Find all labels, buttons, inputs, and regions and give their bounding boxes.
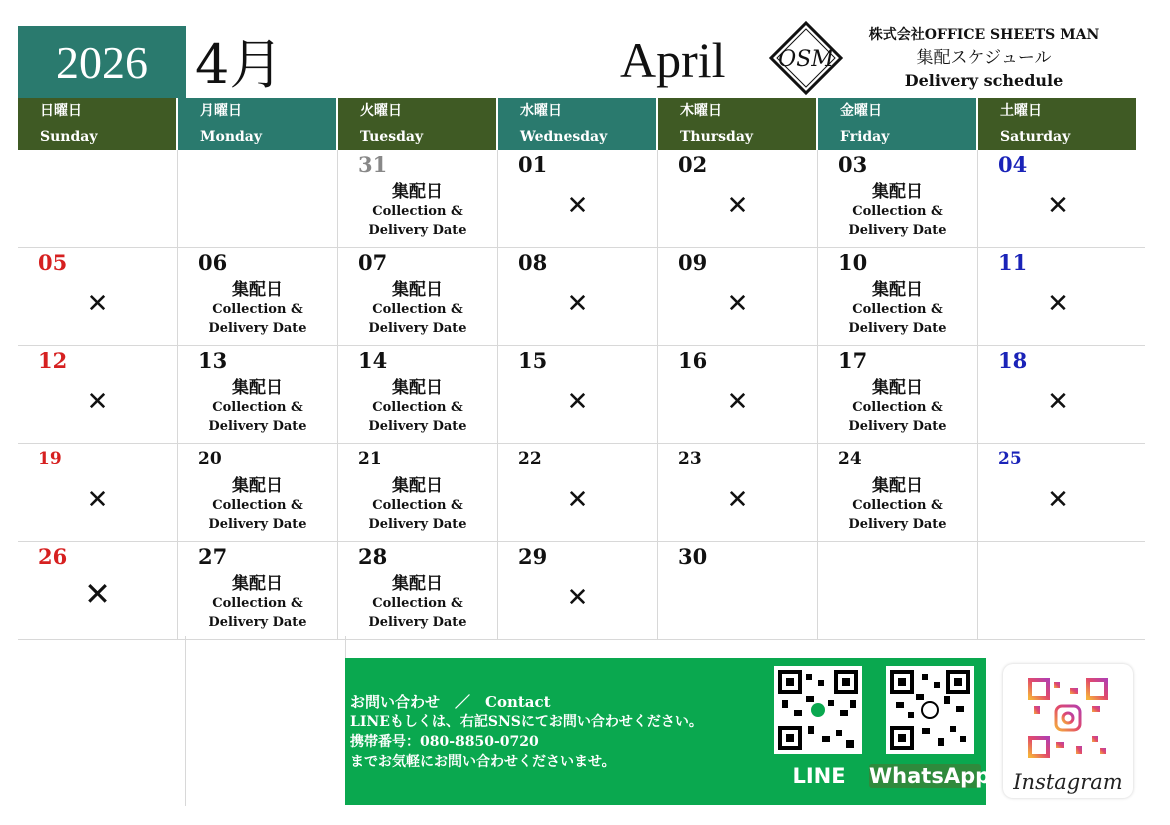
day-cell <box>498 346 658 443</box>
qr-icon <box>886 666 974 754</box>
whatsapp-label: WhatsApp <box>869 764 991 788</box>
delivery-text: Delivery Date <box>368 223 467 238</box>
day-number: 19 <box>38 449 62 469</box>
delivery-text: Delivery Date <box>368 321 467 336</box>
no-delivery-icon: ✕ <box>566 289 589 319</box>
delivery-text: 集配日 <box>392 182 443 202</box>
week-row <box>18 444 1145 542</box>
day-number: 08 <box>518 250 548 275</box>
day-cell <box>978 542 1138 639</box>
day-cell <box>818 150 978 247</box>
delivery-label <box>818 280 977 338</box>
delivery-text: 集配日 <box>872 378 923 398</box>
day-number: 18 <box>998 348 1028 373</box>
day-cell <box>178 150 338 247</box>
delivery-text: Collection & <box>212 400 303 415</box>
company-logo-icon <box>768 20 844 96</box>
day-number: 24 <box>838 449 862 469</box>
day-cell <box>818 542 978 639</box>
day-number: 07 <box>358 250 388 275</box>
day-cell <box>818 444 978 541</box>
day-number: 31 <box>358 152 388 177</box>
weekday-header <box>178 98 338 150</box>
delivery-text: Collection & <box>852 204 943 219</box>
delivery-text: Collection & <box>212 498 303 513</box>
day-cell <box>18 542 178 639</box>
delivery-text: Collection & <box>372 204 463 219</box>
day-cell <box>498 150 658 247</box>
day-cell <box>658 444 818 541</box>
day-cell <box>498 542 658 639</box>
no-delivery-icon: ✕ <box>1047 289 1069 319</box>
day-number: 04 <box>998 152 1028 177</box>
no-delivery-icon: ✕ <box>86 289 109 319</box>
contact-phone: 携帯番号：080-8850-0720 <box>350 734 539 750</box>
delivery-text: 集配日 <box>872 182 923 202</box>
delivery-label <box>818 182 977 240</box>
delivery-label <box>818 476 977 534</box>
contact-title: お問い合わせ ／ Contact <box>350 693 551 711</box>
delivery-text: Collection & <box>372 302 463 317</box>
day-cell <box>658 248 818 345</box>
line-label: LINE <box>792 764 846 788</box>
week-row <box>18 346 1145 444</box>
delivery-text: Delivery Date <box>208 419 307 434</box>
weekday-header <box>978 98 1138 150</box>
weekday-en: Thursday <box>680 129 754 145</box>
day-cell <box>978 150 1138 247</box>
grid-divider <box>185 636 186 806</box>
day-cell <box>658 346 818 443</box>
day-cell <box>818 346 978 443</box>
weekday-header <box>338 98 498 150</box>
week-row <box>18 542 1145 640</box>
delivery-label <box>338 280 497 338</box>
day-cell <box>658 542 818 639</box>
weekday-header <box>18 98 178 150</box>
no-delivery-icon: ✕ <box>86 485 109 515</box>
no-delivery-icon: ✕ <box>566 387 589 417</box>
contact-line: LINEもしくは、右記SNSにてお問い合わせください。 <box>350 714 703 730</box>
day-cell <box>18 444 178 541</box>
year-banner <box>18 26 186 98</box>
day-number: 09 <box>678 250 708 275</box>
delivery-text: Delivery Date <box>368 615 467 630</box>
delivery-text: 集配日 <box>232 574 283 594</box>
day-cell <box>498 248 658 345</box>
delivery-label <box>178 378 337 436</box>
day-number: 29 <box>518 544 548 569</box>
day-cell <box>178 346 338 443</box>
day-number: 17 <box>838 348 868 373</box>
whatsapp-qr-code[interactable] <box>886 666 974 754</box>
calendar-grid <box>18 150 1145 640</box>
schedule-title-jp: 集配スケジュール <box>916 48 1052 68</box>
instagram-qr-icon <box>1026 676 1110 760</box>
day-cell <box>338 444 498 541</box>
delivery-text: 集配日 <box>872 280 923 300</box>
weekday-jp: 月曜日 <box>200 103 242 119</box>
qr-icon <box>774 666 862 754</box>
weekday-jp: 土曜日 <box>1000 103 1042 119</box>
delivery-text: 集配日 <box>232 378 283 398</box>
day-cell <box>18 346 178 443</box>
no-delivery-icon: ✕ <box>84 575 111 613</box>
weekday-en: Tuesday <box>360 129 424 145</box>
weekday-header <box>498 98 658 150</box>
delivery-text: 集配日 <box>232 280 283 300</box>
delivery-label <box>338 182 497 240</box>
delivery-text: 集配日 <box>392 476 443 496</box>
delivery-text: Collection & <box>372 596 463 611</box>
svg-text:OSM: OSM <box>778 47 834 72</box>
delivery-text: Delivery Date <box>208 321 307 336</box>
day-cell <box>18 248 178 345</box>
day-number: 30 <box>678 544 708 569</box>
day-cell <box>978 346 1138 443</box>
year-text: 2026 <box>56 36 148 88</box>
day-cell <box>338 150 498 247</box>
week-row <box>18 248 1145 346</box>
no-delivery-icon: ✕ <box>726 485 749 515</box>
no-delivery-icon: ✕ <box>86 387 109 417</box>
day-number: 06 <box>198 250 228 275</box>
delivery-text: Delivery Date <box>848 419 947 434</box>
delivery-label <box>178 574 337 632</box>
weekday-jp: 金曜日 <box>840 103 882 119</box>
delivery-label <box>178 280 337 338</box>
weekday-jp: 水曜日 <box>520 103 562 119</box>
delivery-text: Collection & <box>852 498 943 513</box>
day-cell <box>338 248 498 345</box>
day-number: 20 <box>198 449 222 469</box>
delivery-text: Collection & <box>372 400 463 415</box>
day-cell <box>178 444 338 541</box>
weekday-header <box>818 98 978 150</box>
day-cell <box>178 542 338 639</box>
no-delivery-icon: ✕ <box>726 387 749 417</box>
weekday-jp: 日曜日 <box>40 103 82 119</box>
delivery-text: 集配日 <box>232 476 283 496</box>
day-cell <box>338 542 498 639</box>
day-number: 14 <box>358 348 388 373</box>
delivery-text: Delivery Date <box>848 321 947 336</box>
schedule-title-en: Delivery schedule <box>904 71 1064 90</box>
weekday-en: Sunday <box>40 129 98 145</box>
weekday-en: Monday <box>200 129 263 145</box>
delivery-label <box>338 476 497 534</box>
grid-divider <box>345 636 346 658</box>
weekday-en: Friday <box>840 129 890 145</box>
no-delivery-icon: ✕ <box>1047 387 1069 417</box>
company-block <box>848 24 1120 92</box>
day-number: 03 <box>838 152 868 177</box>
weekday-en: Saturday <box>1000 129 1071 145</box>
day-number: 10 <box>838 250 868 275</box>
day-cell <box>338 346 498 443</box>
delivery-label <box>338 574 497 632</box>
day-number: 22 <box>518 449 542 469</box>
delivery-label <box>818 378 977 436</box>
instagram-qr-card[interactable] <box>1003 664 1133 798</box>
delivery-text: Delivery Date <box>208 517 307 532</box>
contact-panel <box>345 658 991 805</box>
line-qr-code[interactable] <box>774 666 862 754</box>
delivery-text: Collection & <box>212 302 303 317</box>
day-cell <box>18 150 178 247</box>
delivery-text: Collection & <box>852 302 943 317</box>
day-number: 16 <box>678 348 708 373</box>
day-cell <box>178 248 338 345</box>
day-cell <box>818 248 978 345</box>
day-cell <box>978 444 1138 541</box>
delivery-label <box>338 378 497 436</box>
weekday-jp: 火曜日 <box>360 103 402 119</box>
delivery-text: Delivery Date <box>848 223 947 238</box>
month-en: April <box>620 32 726 88</box>
delivery-text: Delivery Date <box>848 517 947 532</box>
delivery-text: Delivery Date <box>368 419 467 434</box>
day-cell <box>498 444 658 541</box>
no-delivery-icon: ✕ <box>1047 485 1069 515</box>
no-delivery-icon: ✕ <box>726 191 749 221</box>
delivery-text: 集配日 <box>392 574 443 594</box>
weekday-header-row <box>18 98 1145 150</box>
weekday-header <box>658 98 818 150</box>
no-delivery-icon: ✕ <box>566 583 589 613</box>
no-delivery-icon: ✕ <box>566 191 589 221</box>
delivery-text: Delivery Date <box>368 517 467 532</box>
day-number: 15 <box>518 348 548 373</box>
month-jp: 4月 <box>195 33 284 96</box>
week-row <box>18 150 1145 248</box>
instagram-label: Instagram <box>1013 770 1123 794</box>
delivery-text: Collection & <box>852 400 943 415</box>
delivery-text: Collection & <box>372 498 463 513</box>
day-cell <box>658 150 818 247</box>
delivery-text: 集配日 <box>392 378 443 398</box>
day-number: 28 <box>358 544 388 569</box>
delivery-text: 集配日 <box>872 476 923 496</box>
day-number: 11 <box>998 250 1028 275</box>
no-delivery-icon: ✕ <box>726 289 749 319</box>
delivery-text: Collection & <box>212 596 303 611</box>
no-delivery-icon: ✕ <box>1047 191 1069 221</box>
day-number: 05 <box>38 250 68 275</box>
day-number: 23 <box>678 449 702 469</box>
no-delivery-icon: ✕ <box>566 485 589 515</box>
day-number: 01 <box>518 152 548 177</box>
day-number: 12 <box>38 348 68 373</box>
contact-text <box>350 692 703 772</box>
delivery-text: Delivery Date <box>208 615 307 630</box>
company-name: 株式会社OFFICE SHEETS MAN <box>868 27 1100 43</box>
day-number: 25 <box>998 449 1022 469</box>
weekday-jp: 木曜日 <box>680 103 722 119</box>
delivery-label <box>178 476 337 534</box>
day-number: 21 <box>358 449 382 469</box>
day-cell <box>978 248 1138 345</box>
weekday-en: Wednesday <box>520 129 608 145</box>
delivery-text: 集配日 <box>392 280 443 300</box>
day-number: 26 <box>38 544 68 569</box>
day-number: 02 <box>678 152 708 177</box>
day-number: 27 <box>198 544 228 569</box>
day-number: 13 <box>198 348 228 373</box>
contact-line: までお気軽にお問い合わせくださいませ。 <box>350 754 616 770</box>
